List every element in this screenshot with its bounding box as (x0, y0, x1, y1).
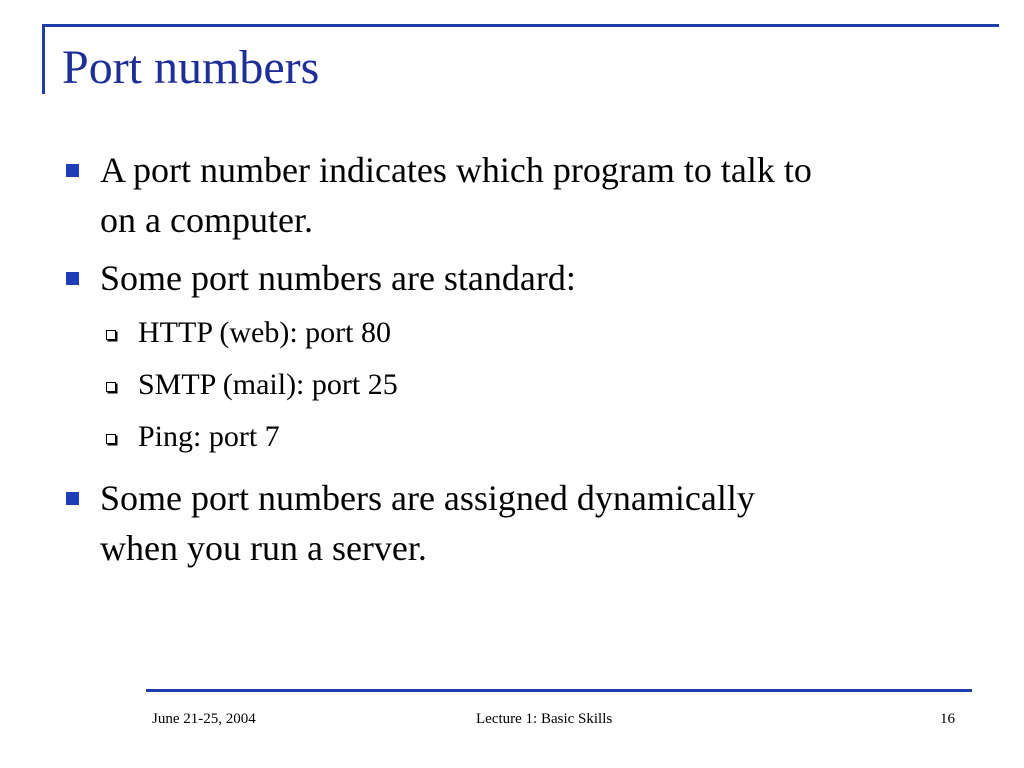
bullet-text-line1: A port number indicates which program to talk to (100, 150, 812, 190)
footer-date: June 21-25, 2004 (152, 711, 256, 727)
sub-bullet-item (62, 313, 962, 353)
footer-lecture-title: Lecture 1: Basic Skills (476, 711, 613, 727)
slide-title: Port numbers (62, 41, 320, 94)
sub-bullet-item (62, 365, 962, 405)
bullet-item (62, 473, 962, 573)
sub-bullet-text: Ping: port 7 (138, 420, 280, 453)
slide-body (62, 145, 962, 581)
bullet-text-line2: when you run a server. (100, 528, 427, 568)
bullet-item (62, 145, 962, 245)
square-bullet-icon (66, 164, 79, 177)
title-frame-left-line (42, 24, 45, 94)
bullet-text-line1: Some port numbers are assigned dynamically (100, 478, 755, 518)
hollow-square-bullet-icon (106, 434, 116, 444)
square-bullet-icon (66, 272, 79, 285)
square-bullet-icon (66, 492, 79, 505)
footer-divider (146, 689, 972, 692)
hollow-square-bullet-icon (106, 330, 116, 340)
sub-bullet-text: HTTP (web): port 80 (138, 316, 392, 349)
bullet-text: Some port numbers are standard: (100, 258, 576, 298)
sub-bullet-item (62, 417, 962, 457)
footer-page-number: 16 (940, 711, 955, 727)
bullet-item (62, 253, 962, 303)
bullet-text-line2: on a computer. (100, 200, 313, 240)
sub-bullet-text: SMTP (mail): port 25 (138, 368, 398, 401)
title-frame-top-line (42, 24, 999, 27)
hollow-square-bullet-icon (106, 382, 116, 392)
